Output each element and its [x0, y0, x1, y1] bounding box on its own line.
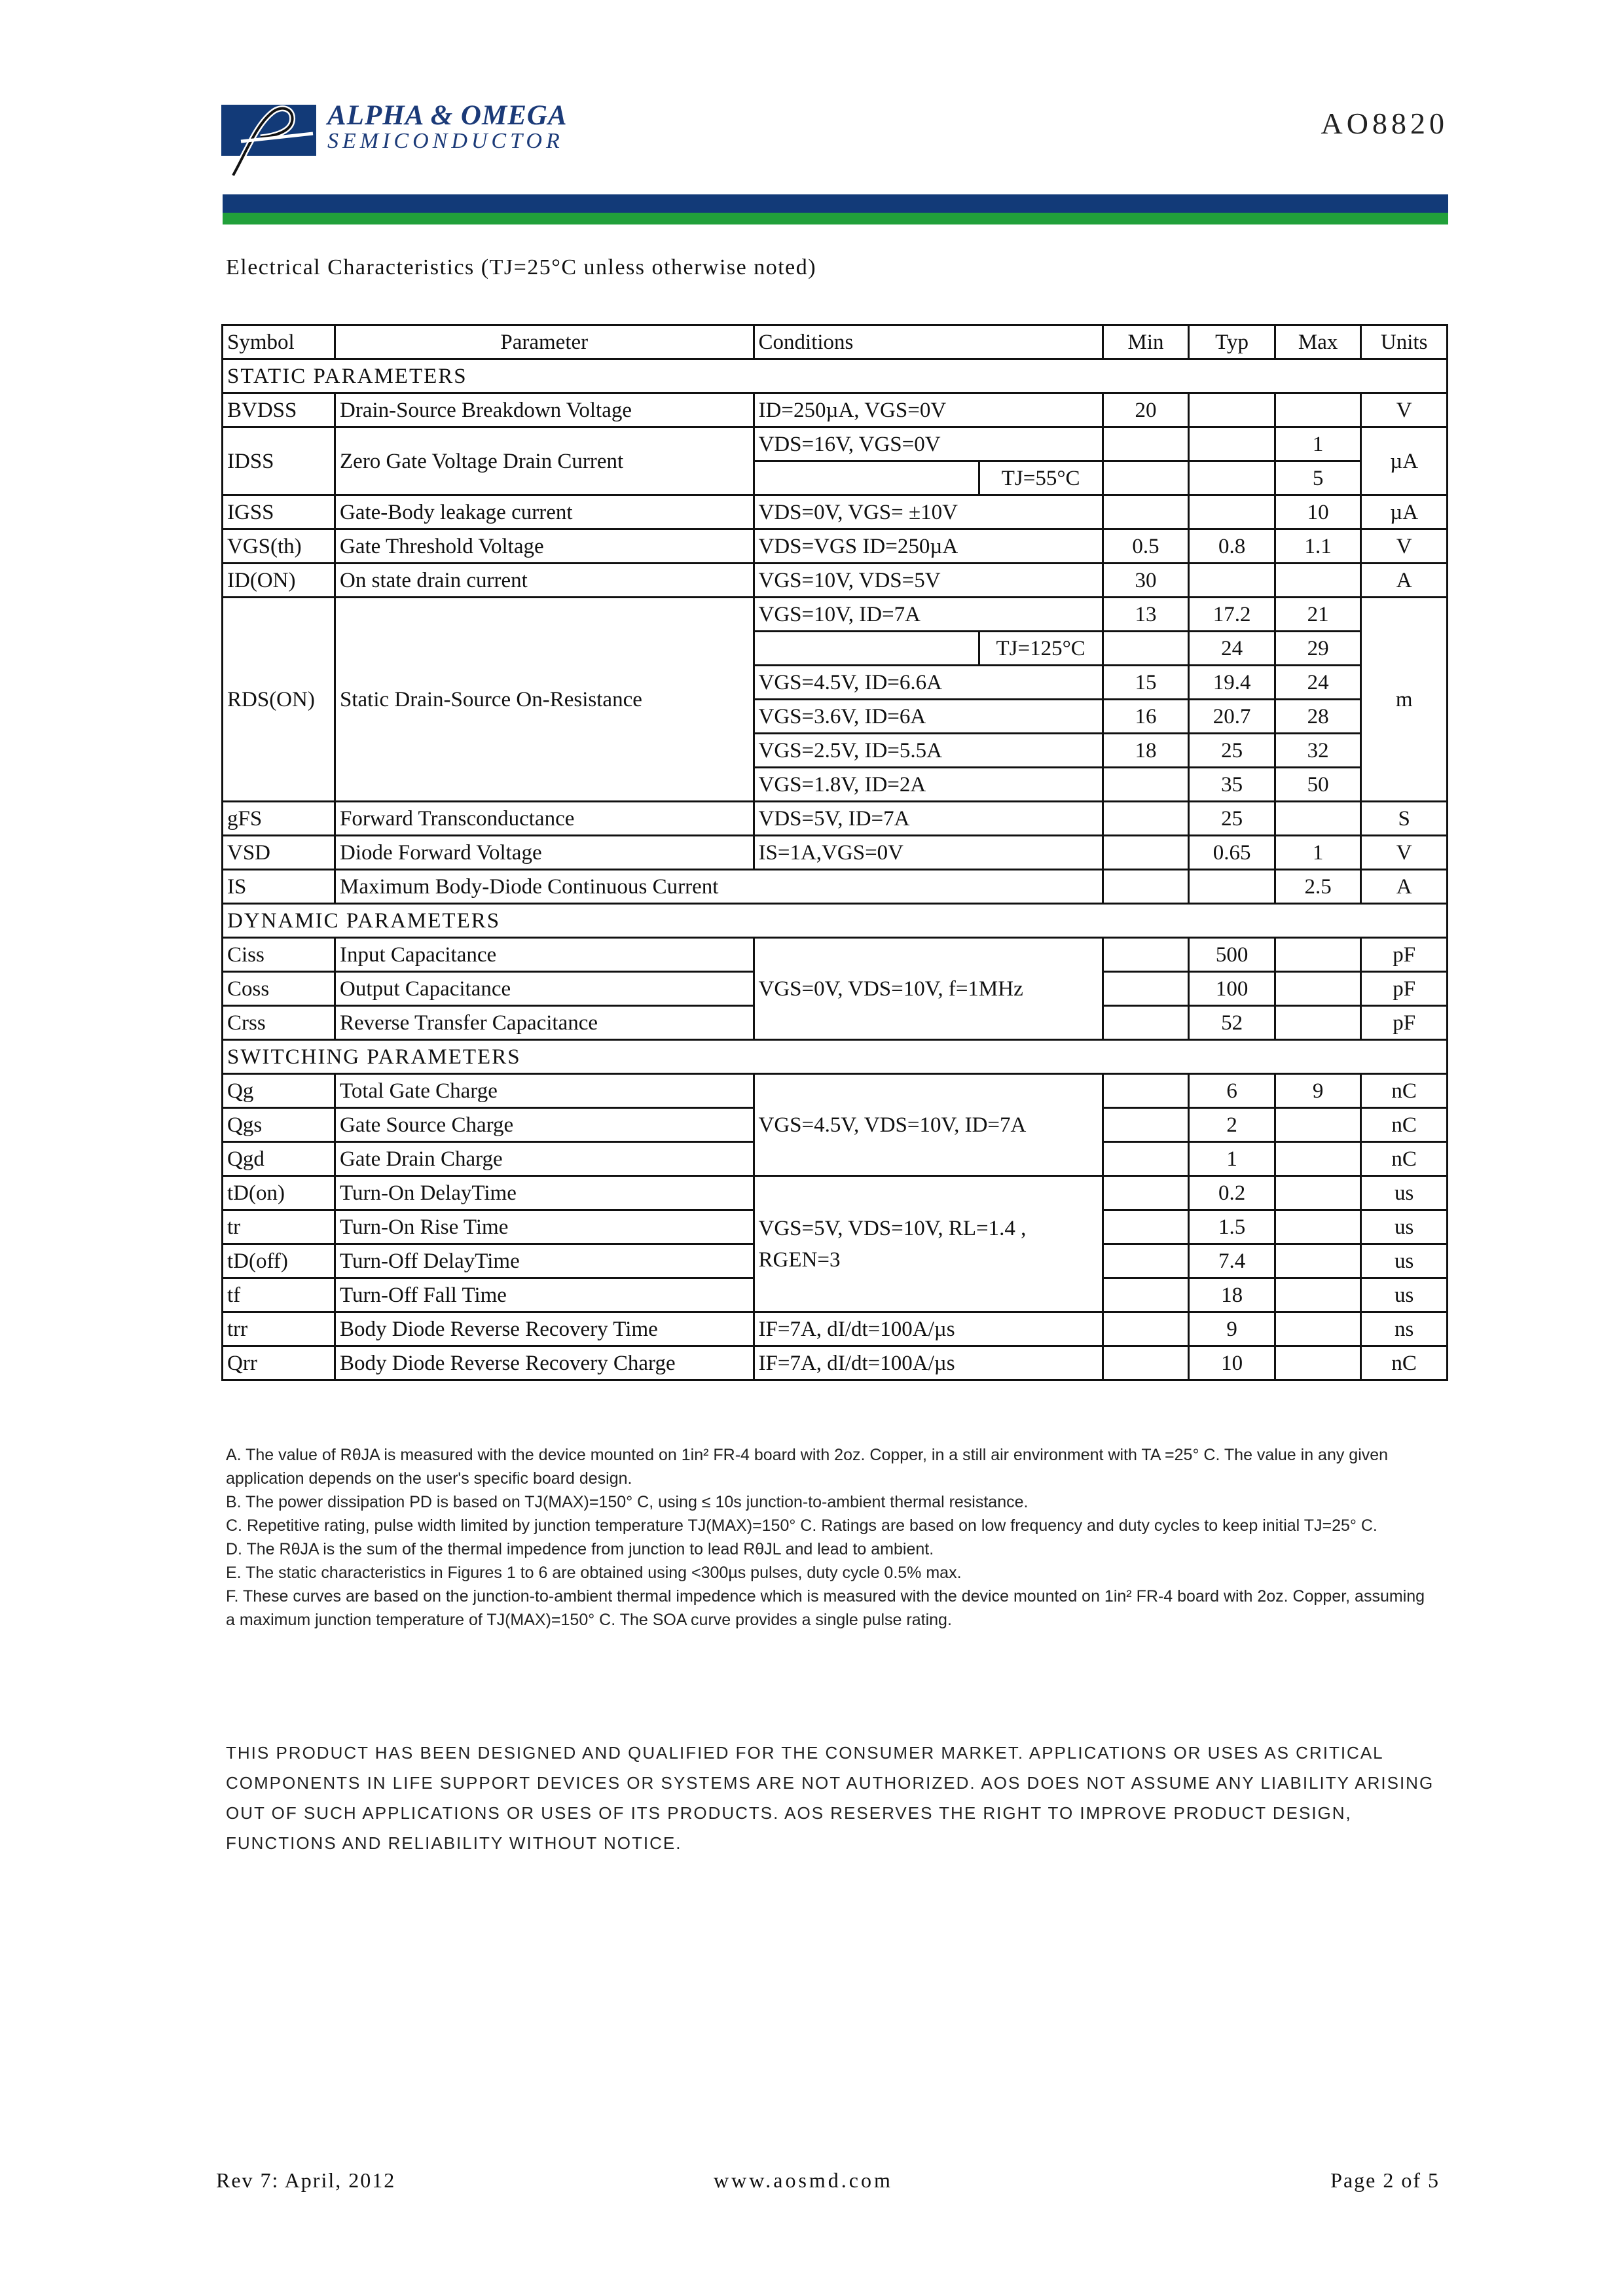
disclaimer-line: THIS PRODUCT HAS BEEN DESIGNED AND QUALIFIED FOR THE CONSUMER MARKET. APPLICATIONS OR USES AS CRITICAL	[226, 1743, 1384, 1763]
conditions-cell: VGS=10V, VDS=5V	[754, 564, 1103, 598]
parameter-cell: Static Drain-Source On-Resistance	[335, 598, 754, 802]
typ-cell: 25	[1189, 802, 1275, 836]
section-row	[223, 904, 1448, 938]
symbol-cell: trr	[223, 1312, 335, 1346]
symbol-cell: Crss	[223, 1006, 335, 1040]
company-subtitle: SEMICONDUCTOR	[327, 129, 564, 153]
typ-cell: 52	[1189, 1006, 1275, 1040]
symbol-cell: ID(ON)	[223, 564, 335, 598]
max-cell	[1275, 1176, 1361, 1210]
header-max: Max	[1275, 325, 1361, 359]
parameter-cell: Gate Drain Charge	[335, 1142, 754, 1176]
min-cell	[1103, 495, 1189, 529]
parameter-cell: Turn-Off DelayTime	[335, 1244, 754, 1278]
header-parameter: Parameter	[335, 325, 754, 359]
table-header-row	[223, 325, 1448, 359]
min-cell: 20	[1103, 393, 1189, 427]
table-row	[223, 1312, 1448, 1346]
max-cell	[1275, 1142, 1361, 1176]
footnotes	[226, 1443, 1437, 1632]
typ-cell: 1	[1189, 1142, 1275, 1176]
max-cell	[1275, 1244, 1361, 1278]
typ-cell: 0.65	[1189, 836, 1275, 870]
parameter-cell: Zero Gate Voltage Drain Current	[335, 427, 754, 495]
units-cell: S	[1361, 802, 1448, 836]
parameter-cell: Drain-Source Breakdown Voltage	[335, 393, 754, 427]
symbol-cell: VSD	[223, 836, 335, 870]
table-row	[223, 598, 1448, 632]
units-cell: µA	[1361, 427, 1448, 495]
dynamic-parameters-title: DYNAMIC PARAMETERS	[223, 904, 1448, 938]
note-f: F. These curves are based on the junction-to-ambient thermal impedence which is measured with the device mounted on 1in² FR-4 board with 2oz. Copper, assuming a maximum junction temperature of TJ(MAX)=150° C. The SOA curve provides a single pulse rating.	[226, 1587, 1425, 1629]
table-row	[223, 802, 1448, 836]
conditions-cell: TJ=55°C	[979, 461, 1103, 495]
note-d: D. The RθJA is the sum of the thermal impedence from junction to lead RθJL and lead to ambient.	[226, 1540, 934, 1558]
parameter-cell: Maximum Body-Diode Continuous Current	[335, 870, 1103, 904]
min-cell	[1103, 1346, 1189, 1380]
table-row	[223, 836, 1448, 870]
conditions-cell: VGS=1.8V, ID=2A	[754, 768, 1103, 802]
max-cell: 1.1	[1275, 529, 1361, 564]
max-cell: 2.5	[1275, 870, 1361, 904]
parameter-cell: Turn-Off Fall Time	[335, 1278, 754, 1312]
typ-cell: 9	[1189, 1312, 1275, 1346]
min-cell	[1103, 427, 1189, 461]
header-conditions: Conditions	[754, 325, 1103, 359]
units-cell: nC	[1361, 1108, 1448, 1142]
min-cell	[1103, 461, 1189, 495]
symbol-cell: tD(on)	[223, 1176, 335, 1210]
min-cell	[1103, 1278, 1189, 1312]
typ-cell: 1.5	[1189, 1210, 1275, 1244]
switching-condition-line2: RGEN=3	[758, 1247, 841, 1272]
units-cell: ns	[1361, 1312, 1448, 1346]
conditions-cell: VDS=5V, ID=7A	[754, 802, 1103, 836]
header-min: Min	[1103, 325, 1189, 359]
parameter-cell: Total Gate Charge	[335, 1074, 754, 1108]
section-title: Electrical Characteristics (TJ=25°C unless otherwise noted)	[226, 255, 817, 279]
max-cell: 9	[1275, 1074, 1361, 1108]
typ-cell: 24	[1189, 632, 1275, 666]
note-e: E. The static characteristics in Figures 1 to 6 are obtained using <300µs pulses, duty cycle 0.5% max.	[226, 1564, 962, 1582]
company-name: ALPHA & OMEGA	[327, 100, 568, 131]
table-row	[223, 1074, 1448, 1108]
electrical-characteristics-table	[221, 324, 1448, 1381]
note-c: C. Repetitive rating, pulse width limited by junction temperature TJ(MAX)=150° C. Ratings are based on low frequency and duty cycles to keep initial TJ=25° C.	[226, 1516, 1377, 1535]
parameter-cell: Gate Source Charge	[335, 1108, 754, 1142]
max-cell: 1	[1275, 836, 1361, 870]
max-cell: 10	[1275, 495, 1361, 529]
typ-cell	[1189, 495, 1275, 529]
max-cell: 29	[1275, 632, 1361, 666]
symbol-cell: tD(off)	[223, 1244, 335, 1278]
parameter-cell: Output Capacitance	[335, 972, 754, 1006]
symbol-cell: IS	[223, 870, 335, 904]
min-cell	[1103, 1312, 1189, 1346]
switching-parameters-title: SWITCHING PARAMETERS	[223, 1040, 1448, 1074]
min-cell	[1103, 1244, 1189, 1278]
typ-cell: 6	[1189, 1074, 1275, 1108]
table-row	[223, 1346, 1448, 1380]
symbol-cell: Qgd	[223, 1142, 335, 1176]
symbol-cell: Ciss	[223, 938, 335, 972]
max-cell	[1275, 393, 1361, 427]
typ-cell: 500	[1189, 938, 1275, 972]
max-cell	[1275, 564, 1361, 598]
units-cell: m	[1361, 598, 1448, 802]
typ-cell	[1189, 461, 1275, 495]
parameter-cell: Body Diode Reverse Recovery Charge	[335, 1346, 754, 1380]
typ-cell: 0.8	[1189, 529, 1275, 564]
typ-cell: 19.4	[1189, 666, 1275, 700]
units-cell: V	[1361, 836, 1448, 870]
min-cell	[1103, 1176, 1189, 1210]
max-cell	[1275, 1006, 1361, 1040]
typ-cell: 2	[1189, 1108, 1275, 1142]
min-cell	[1103, 972, 1189, 1006]
conditions-cell: VGS=10V, ID=7A	[754, 598, 1103, 632]
typ-cell: 100	[1189, 972, 1275, 1006]
conditions-cell: VDS=16V, VGS=0V	[754, 427, 1103, 461]
max-cell: 1	[1275, 427, 1361, 461]
min-cell	[1103, 768, 1189, 802]
parameter-cell: Forward Transconductance	[335, 802, 754, 836]
max-cell	[1275, 972, 1361, 1006]
min-cell	[1103, 1210, 1189, 1244]
footer-revision: Rev 7: April, 2012	[216, 2168, 396, 2192]
units-cell: nC	[1361, 1142, 1448, 1176]
min-cell	[1103, 802, 1189, 836]
typ-cell	[1189, 427, 1275, 461]
min-cell: 16	[1103, 700, 1189, 734]
symbol-cell: IDSS	[223, 427, 335, 495]
part-number: AO8820	[1321, 107, 1448, 140]
typ-cell: 25	[1189, 734, 1275, 768]
typ-cell: 18	[1189, 1278, 1275, 1312]
parameter-cell: Gate-Body leakage current	[335, 495, 754, 529]
disclaimer-line: FUNCTIONS AND RELIABILITY WITHOUT NOTICE.	[226, 1833, 682, 1853]
table-row	[223, 393, 1448, 427]
conditions-spacer	[754, 632, 979, 666]
units-cell: us	[1361, 1244, 1448, 1278]
parameter-cell: Turn-On Rise Time	[335, 1210, 754, 1244]
disclaimer	[226, 1738, 1444, 1858]
symbol-cell: Qrr	[223, 1346, 335, 1380]
conditions-cell: VGS=4.5V, ID=6.6A	[754, 666, 1103, 700]
min-cell	[1103, 1074, 1189, 1108]
symbol-cell: tf	[223, 1278, 335, 1312]
note-b: B. The power dissipation PD is based on TJ(MAX)=150° C, using ≤ 10s junction-to-ambient thermal resistance.	[226, 1493, 1029, 1511]
conditions-spacer	[754, 461, 979, 495]
units-cell: pF	[1361, 972, 1448, 1006]
units-cell: A	[1361, 564, 1448, 598]
parameter-cell: Body Diode Reverse Recovery Time	[335, 1312, 754, 1346]
footer-website-link[interactable]: www.aosmd.com	[714, 2168, 893, 2192]
max-cell	[1275, 1346, 1361, 1380]
typ-cell: 0.2	[1189, 1176, 1275, 1210]
units-cell: A	[1361, 870, 1448, 904]
parameter-cell: Gate Threshold Voltage	[335, 529, 754, 564]
max-cell	[1275, 1278, 1361, 1312]
company-logo	[221, 103, 316, 177]
footer-page-number: Page 2 of 5	[1330, 2168, 1440, 2192]
units-cell: V	[1361, 393, 1448, 427]
header-bar-blue	[223, 194, 1448, 213]
symbol-cell: BVDSS	[223, 393, 335, 427]
symbol-cell: Qgs	[223, 1108, 335, 1142]
max-cell: 50	[1275, 768, 1361, 802]
max-cell: 32	[1275, 734, 1361, 768]
typ-cell: 7.4	[1189, 1244, 1275, 1278]
table-row	[223, 427, 1448, 461]
header-typ: Typ	[1189, 325, 1275, 359]
table-row	[223, 495, 1448, 529]
units-cell: us	[1361, 1278, 1448, 1312]
units-cell: nC	[1361, 1074, 1448, 1108]
min-cell	[1103, 870, 1189, 904]
table-row	[223, 529, 1448, 564]
max-cell: 5	[1275, 461, 1361, 495]
section-row	[223, 1040, 1448, 1074]
parameter-cell: On state drain current	[335, 564, 754, 598]
units-cell: us	[1361, 1176, 1448, 1210]
parameter-cell: Reverse Transfer Capacitance	[335, 1006, 754, 1040]
max-cell	[1275, 938, 1361, 972]
min-cell	[1103, 1142, 1189, 1176]
max-cell: 24	[1275, 666, 1361, 700]
typ-cell	[1189, 564, 1275, 598]
symbol-cell: Coss	[223, 972, 335, 1006]
max-cell	[1275, 1108, 1361, 1142]
typ-cell: 17.2	[1189, 598, 1275, 632]
table-row	[223, 938, 1448, 972]
symbol-cell: tr	[223, 1210, 335, 1244]
min-cell: 13	[1103, 598, 1189, 632]
conditions-cell: ID=250µA, VGS=0V	[754, 393, 1103, 427]
min-cell	[1103, 1006, 1189, 1040]
conditions-cell: TJ=125°C	[979, 632, 1103, 666]
typ-cell: 10	[1189, 1346, 1275, 1380]
header-bar-green	[223, 213, 1448, 224]
max-cell	[1275, 1210, 1361, 1244]
parameter-cell: Input Capacitance	[335, 938, 754, 972]
header-units: Units	[1361, 325, 1448, 359]
units-cell: nC	[1361, 1346, 1448, 1380]
units-cell: V	[1361, 529, 1448, 564]
units-cell: µA	[1361, 495, 1448, 529]
conditions-cell: VDS=0V, VGS= ±10V	[754, 495, 1103, 529]
units-cell: pF	[1361, 938, 1448, 972]
units-cell: us	[1361, 1210, 1448, 1244]
symbol-cell: IGSS	[223, 495, 335, 529]
min-cell: 18	[1103, 734, 1189, 768]
conditions-cell: IF=7A, dI/dt=100A/µs	[754, 1312, 1103, 1346]
conditions-cell: VGS=3.6V, ID=6A	[754, 700, 1103, 734]
min-cell: 30	[1103, 564, 1189, 598]
min-cell	[1103, 632, 1189, 666]
symbol-cell: RDS(ON)	[223, 598, 335, 802]
conditions-cell	[754, 1176, 1103, 1312]
symbol-cell: VGS(th)	[223, 529, 335, 564]
min-cell	[1103, 836, 1189, 870]
conditions-cell: VDS=VGS ID=250µA	[754, 529, 1103, 564]
typ-cell	[1189, 393, 1275, 427]
max-cell: 28	[1275, 700, 1361, 734]
header-symbol: Symbol	[223, 325, 335, 359]
units-cell: pF	[1361, 1006, 1448, 1040]
typ-cell	[1189, 870, 1275, 904]
disclaimer-line: OUT OF SUCH APPLICATIONS OR USES OF ITS PRODUCTS. AOS RESERVES THE RIGHT TO IMPROVE PRODUCT DESIGN,	[226, 1803, 1352, 1823]
min-cell: 0.5	[1103, 529, 1189, 564]
note-a: A. The value of RθJA is measured with the device mounted on 1in² FR-4 board with 2oz. Copper, in a still air environment with TA =25° C. The value in any given application depends on the user's specific board design.	[226, 1446, 1389, 1488]
switching-condition-line1: VGS=5V, VDS=10V, RL=1.4 ,	[758, 1216, 1027, 1240]
min-cell	[1103, 938, 1189, 972]
max-cell	[1275, 802, 1361, 836]
max-cell: 21	[1275, 598, 1361, 632]
conditions-cell: IF=7A, dI/dt=100A/µs	[754, 1346, 1103, 1380]
conditions-cell: VGS=4.5V, VDS=10V, ID=7A	[754, 1074, 1103, 1176]
conditions-cell: VGS=0V, VDS=10V, f=1MHz	[754, 938, 1103, 1040]
typ-cell: 20.7	[1189, 700, 1275, 734]
parameter-cell: Turn-On DelayTime	[335, 1176, 754, 1210]
conditions-cell: VGS=2.5V, ID=5.5A	[754, 734, 1103, 768]
parameter-cell: Diode Forward Voltage	[335, 836, 754, 870]
max-cell	[1275, 1312, 1361, 1346]
table-row	[223, 870, 1448, 904]
min-cell	[1103, 1108, 1189, 1142]
section-row	[223, 359, 1448, 393]
conditions-cell: IS=1A,VGS=0V	[754, 836, 1103, 870]
table-row	[223, 564, 1448, 598]
min-cell: 15	[1103, 666, 1189, 700]
static-parameters-title: STATIC PARAMETERS	[223, 359, 1448, 393]
symbol-cell: gFS	[223, 802, 335, 836]
disclaimer-line: COMPONENTS IN LIFE SUPPORT DEVICES OR SYSTEMS ARE NOT AUTHORIZED. AOS DOES NOT ASSUME ANY LIABILITY ARISING	[226, 1773, 1434, 1793]
typ-cell: 35	[1189, 768, 1275, 802]
table-row	[223, 1176, 1448, 1210]
symbol-cell: Qg	[223, 1074, 335, 1108]
